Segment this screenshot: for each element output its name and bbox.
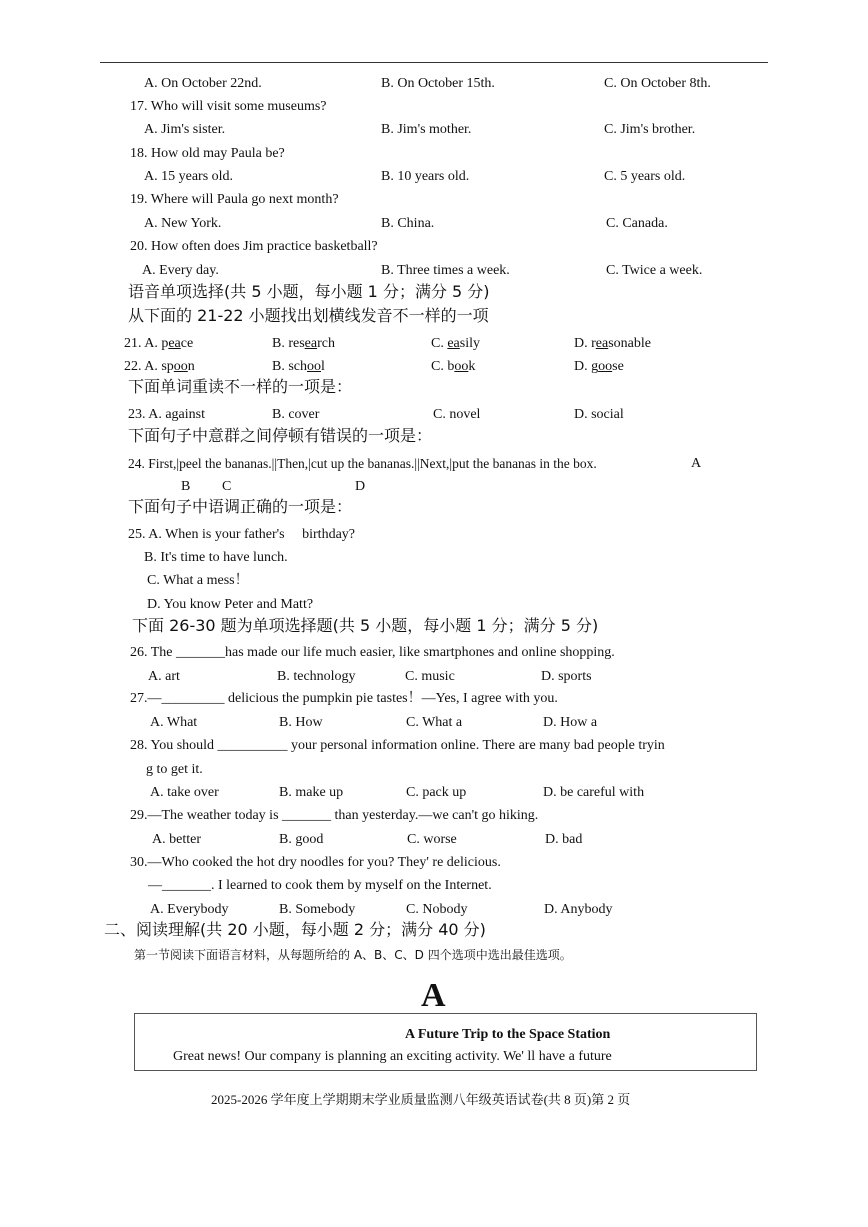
q23-option-c: C. novel	[433, 407, 481, 422]
q26-option-a: A. art	[148, 669, 180, 684]
phonetics-heading: 语音单项选择(共 5 小题，每小题 1 分；满分 5 分)	[128, 282, 490, 301]
q29-stem: 29.—The weather today is _______ than yesterday.—we can't go hiking.	[130, 808, 539, 823]
q20-option-c: C. Twice a week.	[606, 263, 703, 278]
q21-option-b: B. research	[272, 336, 335, 351]
q16-option-c: C. On October 8th.	[604, 76, 711, 91]
q19-option-a: A. New York.	[144, 216, 222, 231]
q26-option-d: D. sports	[541, 669, 592, 684]
q24-sentence: 24. First,|peel the bananas.||Then,|cut up the bananas.||Next,|put the bananas in the box.	[128, 456, 597, 471]
q18-option-b: B. 10 years old.	[381, 169, 470, 184]
q25-option-c: C. What a mess！	[147, 573, 249, 588]
q16-option-a: A. On October 22nd.	[144, 76, 262, 91]
q18-option-c: C. 5 years old.	[604, 169, 686, 184]
q30-option-b: B. Somebody	[279, 902, 356, 917]
q25-option-b: B. It's time to have lunch.	[144, 550, 288, 565]
q28-stem: 28. You should __________ your personal information online. There are many bad people tryin	[130, 738, 665, 753]
q19-option-c: C. Canada.	[606, 216, 668, 231]
phonetics-instruction-3: 下面句子中意群之间停顿有错误的一项是：	[128, 426, 433, 445]
q18-stem: 18. How old may Paula be?	[130, 146, 285, 161]
page-footer: 2025-2026 学年度上学期期末学业质量监测八年级英语试卷(共 8 页)第 2 页	[211, 1092, 631, 1107]
q20-option-b: B. Three times a week.	[381, 263, 510, 278]
passage-title: A Future Trip to the Space Station	[405, 1027, 611, 1042]
q28-option-c: C. pack up	[406, 785, 467, 800]
q24-label-a: A	[691, 456, 702, 471]
q27-stem: 27.—_________ delicious the pumpkin pie tastes！—Yes, I agree with you.	[130, 691, 558, 706]
q18-option-a: A. 15 years old.	[144, 169, 234, 184]
q25-option-d: D. You know Peter and Matt?	[147, 597, 314, 612]
q30-option-a: A. Everybody	[150, 902, 229, 917]
q30-stem-continued: —_______. I learned to cook them by myself on the Internet.	[148, 878, 492, 893]
phonetics-instruction-4: 下面句子中语调正确的一项是：	[128, 497, 353, 516]
q22-option-b: B. school	[272, 359, 325, 374]
q24-label-b: B	[181, 479, 191, 494]
q27-option-b: B. How	[279, 715, 323, 730]
q20-stem: 20. How often does Jim practice basketball?	[130, 239, 378, 254]
q24-label-c: C	[222, 479, 232, 494]
q30-stem: 30.—Who cooked the hot dry noodles for you? They' re delicious.	[130, 855, 501, 870]
q29-option-b: B. good	[279, 832, 324, 847]
q22-option-c: C. book	[431, 359, 476, 374]
q28-option-a: A. take over	[150, 785, 219, 800]
q28-stem-continued: g to get it.	[146, 762, 203, 777]
q17-stem: 17. Who will visit some museums?	[130, 99, 327, 114]
q22-option-d: D. goose	[574, 359, 624, 374]
q23-option-b: B. cover	[272, 407, 320, 422]
passage-body: Great news! Our company is planning an exciting activity. We' ll have a future	[173, 1049, 612, 1064]
q26-option-b: B. technology	[277, 669, 356, 684]
q28-option-d: D. be careful with	[543, 785, 645, 800]
mcq-heading: 下面 26-30 题为单项选择题(共 5 小题，每小题 1 分；满分 5 分)	[132, 616, 599, 635]
q29-option-a: A. better	[152, 832, 201, 847]
q21-option-c: C. easily	[431, 336, 481, 351]
q17-option-c: C. Jim's brother.	[604, 122, 696, 137]
q19-option-b: B. China.	[381, 216, 435, 231]
q29-option-d: D. bad	[545, 832, 583, 847]
q19-stem: 19. Where will Paula go next month?	[130, 192, 339, 207]
q20-option-a: A. Every day.	[142, 263, 219, 278]
q17-option-b: B. Jim's mother.	[381, 122, 472, 137]
q30-option-d: D. Anybody	[544, 902, 613, 917]
q16-option-b: B. On October 15th.	[381, 76, 495, 91]
q21-option-a: 21. A. peace	[124, 336, 194, 351]
q26-option-c: C. music	[405, 669, 455, 684]
reading-heading: 二、阅读理解(共 20 小题，每小题 2 分；满分 40 分)	[104, 920, 486, 939]
q27-option-a: A. What	[150, 715, 198, 730]
q27-option-c: C. What a	[406, 715, 463, 730]
q23-option-a: 23. A. against	[128, 407, 205, 422]
q27-option-d: D. How a	[543, 715, 598, 730]
q21-option-d: D. reasonable	[574, 336, 651, 351]
phonetics-instruction-2: 下面单词重读不一样的一项是：	[128, 377, 353, 396]
q24-label-d: D	[355, 479, 366, 494]
q17-option-a: A. Jim's sister.	[144, 122, 226, 137]
passage-box	[134, 1013, 757, 1071]
header-rule	[100, 62, 768, 63]
reading-instruction: 第一节阅读下面语言材料，从每题所给的 A、B、C、D 四个选项中选出最佳选项。	[134, 948, 572, 962]
q29-option-c: C. worse	[407, 832, 457, 847]
q26-stem: 26. The _______has made our life much easier, like smartphones and online shopping.	[130, 645, 615, 660]
passage-letter: A	[421, 977, 446, 1014]
phonetics-instruction-1: 从下面的 21-22 小题找出划横线发音不一样的一项	[128, 306, 489, 325]
q28-option-b: B. make up	[279, 785, 344, 800]
q22-option-a: 22. A. spoon	[124, 359, 195, 374]
q25-option-a: 25. A. When is your father's birthday?	[128, 527, 355, 542]
q30-option-c: C. Nobody	[406, 902, 468, 917]
q23-option-d: D. social	[574, 407, 624, 422]
